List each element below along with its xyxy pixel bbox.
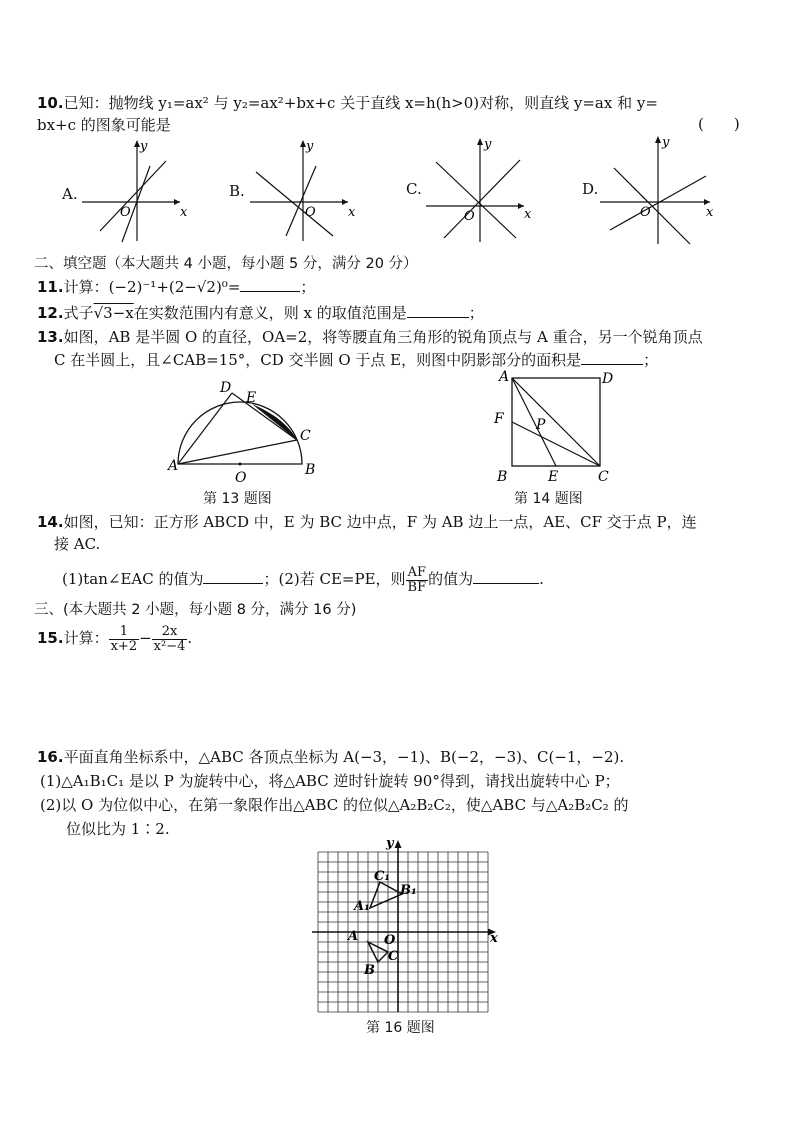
q14-frac-den: BF — [407, 579, 427, 595]
section-2-title: 二、填空题（本大题共 4 小题，每小题 5 分，满分 20 分） — [34, 256, 418, 272]
q15-f2-den: x²−4 — [153, 638, 186, 654]
label-E: E — [246, 390, 257, 406]
q16-sub2b — [66, 819, 170, 839]
origin-label: O — [120, 205, 131, 220]
label-C: C — [598, 469, 609, 485]
semicircle — [178, 402, 302, 464]
label-D: D — [220, 380, 232, 396]
y-arrow-icon — [477, 138, 483, 145]
q10-option-d-label: D. — [582, 180, 599, 198]
section-3-title: 三、(本大题共 2 小题，每小题 8 分，满分 16 分) — [34, 602, 357, 618]
q11-end: ； — [300, 278, 316, 296]
segment-AE — [512, 378, 556, 466]
origin-label: O — [305, 205, 316, 220]
q14-line1 — [37, 512, 697, 532]
q14-number: 14. — [37, 513, 64, 531]
q16-sub1 — [40, 771, 620, 791]
q14-fraction — [406, 566, 429, 595]
q12-stem-a: 式子 — [63, 304, 94, 322]
q13-stem-line1: 如图，AB 是半圆 O 的直径，OA=2，将等腰直角三角形的锐角顶点与 A 重合，另一个锐角顶点 — [63, 328, 703, 346]
q16-line1 — [37, 747, 624, 767]
q14-period: . — [539, 570, 544, 588]
q15-number: 15. — [37, 629, 64, 647]
origin-label: O — [640, 205, 651, 220]
origin-label: O — [464, 209, 475, 224]
label-C: C — [300, 428, 311, 444]
axis-x-label: x — [524, 207, 532, 222]
label-B1: B₁ — [400, 883, 417, 898]
label-A: A — [348, 929, 359, 944]
q14-parts — [62, 564, 544, 595]
axis-y-label: y — [306, 139, 314, 154]
axis-x-label: x — [180, 205, 188, 220]
q14-figure-caption: 第 14 题图 — [514, 491, 583, 507]
q10-option-d-graph — [598, 132, 728, 247]
q15-period: . — [187, 629, 193, 647]
axis-y-label: y — [140, 139, 148, 154]
q14-frac-num: AF — [406, 566, 429, 581]
q11-line — [37, 277, 315, 297]
q12-answer-blank[interactable] — [407, 303, 469, 318]
segment-AD — [178, 393, 232, 464]
label-B: B — [364, 963, 375, 978]
q12-stem-b: 在实数范围内有意义，则 x 的取值范围是 — [133, 304, 407, 322]
q10-stem-line1: 已知：抛物线 y₁=ax² 与 y₂=ax²+bx+c 关于直线 x=h(h>0)对称，则直线 y=ax 和 y= — [63, 94, 658, 112]
q16-sub2a-text: (2)以 O 为位似中心，在第一象限作出△ABC 的位似△A₂B₂C₂，使△ABC 与△A₂B₂C₂ 的 — [40, 796, 629, 814]
segment-FC — [512, 422, 600, 466]
q15-line — [37, 622, 192, 654]
q13-end: ； — [643, 351, 659, 369]
label-y: y — [386, 836, 394, 851]
q10-line2 — [37, 115, 171, 135]
segment-DC — [232, 393, 297, 440]
q10-option-c-label: C. — [406, 180, 422, 198]
q14-stem-line1: 如图，已知：正方形 ABCD 中，E 为 BC 边中点，F 为 AB 边上一点，AE、CF 交于点 P，连 — [63, 513, 697, 531]
center-point — [239, 463, 242, 466]
axis-y-label: y — [484, 137, 492, 152]
q13-figure — [160, 374, 335, 486]
q15-f1-den: x+2 — [110, 638, 138, 654]
label-x: x — [490, 931, 498, 946]
q12-line — [37, 303, 484, 323]
axis-x-label: x — [348, 205, 356, 220]
axis-x-label: x — [706, 205, 714, 220]
label-C: C — [388, 949, 399, 964]
line-1 — [436, 162, 516, 238]
label-C1: C₁ — [374, 869, 391, 884]
label-O: O — [235, 470, 247, 486]
q14-line2 — [54, 534, 100, 554]
q14-part1-end: ；(2)若 CE=PE，则 — [263, 570, 406, 588]
q12-radical: √3−x — [93, 304, 134, 322]
label-P: P — [536, 417, 546, 433]
q12-number: 12. — [37, 304, 64, 322]
q15-f1-num: 1 — [109, 625, 140, 640]
q14-figure — [490, 366, 620, 488]
label-E: E — [548, 469, 559, 485]
q14-stem-line2: 接 AC. — [54, 535, 101, 553]
q16-sub2a — [40, 795, 629, 815]
q10-option-b-label: B. — [229, 182, 245, 200]
axis-y-label: y — [662, 135, 670, 150]
label-B: B — [497, 469, 508, 485]
y-arrow-icon — [395, 840, 402, 848]
q10-stem-line2: bx+c 的图象可能是 — [37, 116, 171, 134]
label-A: A — [168, 458, 179, 474]
q13-answer-blank[interactable] — [581, 350, 643, 365]
label-O: O — [384, 933, 396, 948]
q11-number: 11. — [37, 278, 64, 296]
q16-grid-figure — [308, 836, 504, 1016]
q14-answer1-blank[interactable] — [203, 569, 263, 584]
q15-stem: 计算： — [63, 629, 109, 647]
label-F: F — [494, 411, 504, 427]
q10-option-a-label: A. — [62, 185, 78, 203]
y-arrow-icon — [655, 136, 661, 143]
label-B: B — [305, 462, 316, 478]
line-2 — [444, 160, 520, 238]
q15-minus: − — [139, 629, 152, 647]
q15-fraction-2 — [152, 625, 188, 654]
line-1 — [100, 161, 166, 231]
segment-AC — [178, 440, 297, 464]
q10-option-b-graph — [248, 136, 368, 246]
q10-answer-paren: ( ) — [698, 115, 740, 133]
q16-number: 16. — [37, 748, 64, 766]
q11-answer-blank[interactable] — [240, 277, 300, 292]
q16-sub2b-text: 位似比为 1∶2. — [66, 820, 170, 838]
label-A1: A₁ — [354, 899, 370, 914]
q14-part1: (1)tan∠EAC 的值为 — [62, 570, 204, 588]
q13-line1 — [37, 327, 703, 347]
q11-stem: 计算：(−2)⁻¹+(2−√2)⁰= — [63, 278, 241, 296]
q16-stem-line1: 平面直角坐标系中，△ABC 各顶点坐标为 A(−3，−1)、B(−2，−3)、C(−1，−2). — [63, 748, 625, 766]
line-1 — [256, 172, 333, 236]
q13-figure-caption: 第 13 题图 — [203, 491, 272, 507]
q10-number: 10. — [37, 94, 64, 112]
q14-answer2-blank[interactable] — [473, 569, 539, 584]
q16-sub1-text: (1)△A₁B₁C₁ 是以 P 为旋转中心，将△ABC 逆时针旋转 90°得到，请找出旋转中心 P； — [40, 772, 620, 790]
q15-f2-num: 2x — [152, 625, 188, 640]
q14-part2-end: 的值为 — [428, 570, 474, 588]
q15-fraction-1 — [109, 625, 140, 654]
q10-line1 — [37, 93, 658, 113]
q12-end: ； — [468, 304, 484, 322]
label-D: D — [602, 371, 614, 387]
segment-AC — [512, 378, 600, 466]
q10-option-a-graph — [80, 136, 200, 246]
label-A: A — [499, 369, 510, 385]
q10-option-c-graph — [424, 134, 544, 244]
q13-stem-line2: C 在半圆上，且∠CAB=15°，CD 交半圆 O 于点 E，则图中阴影部分的面积是 — [54, 351, 582, 369]
q13-number: 13. — [37, 328, 64, 346]
q16-figure-caption: 第 16 题图 — [366, 1020, 435, 1036]
